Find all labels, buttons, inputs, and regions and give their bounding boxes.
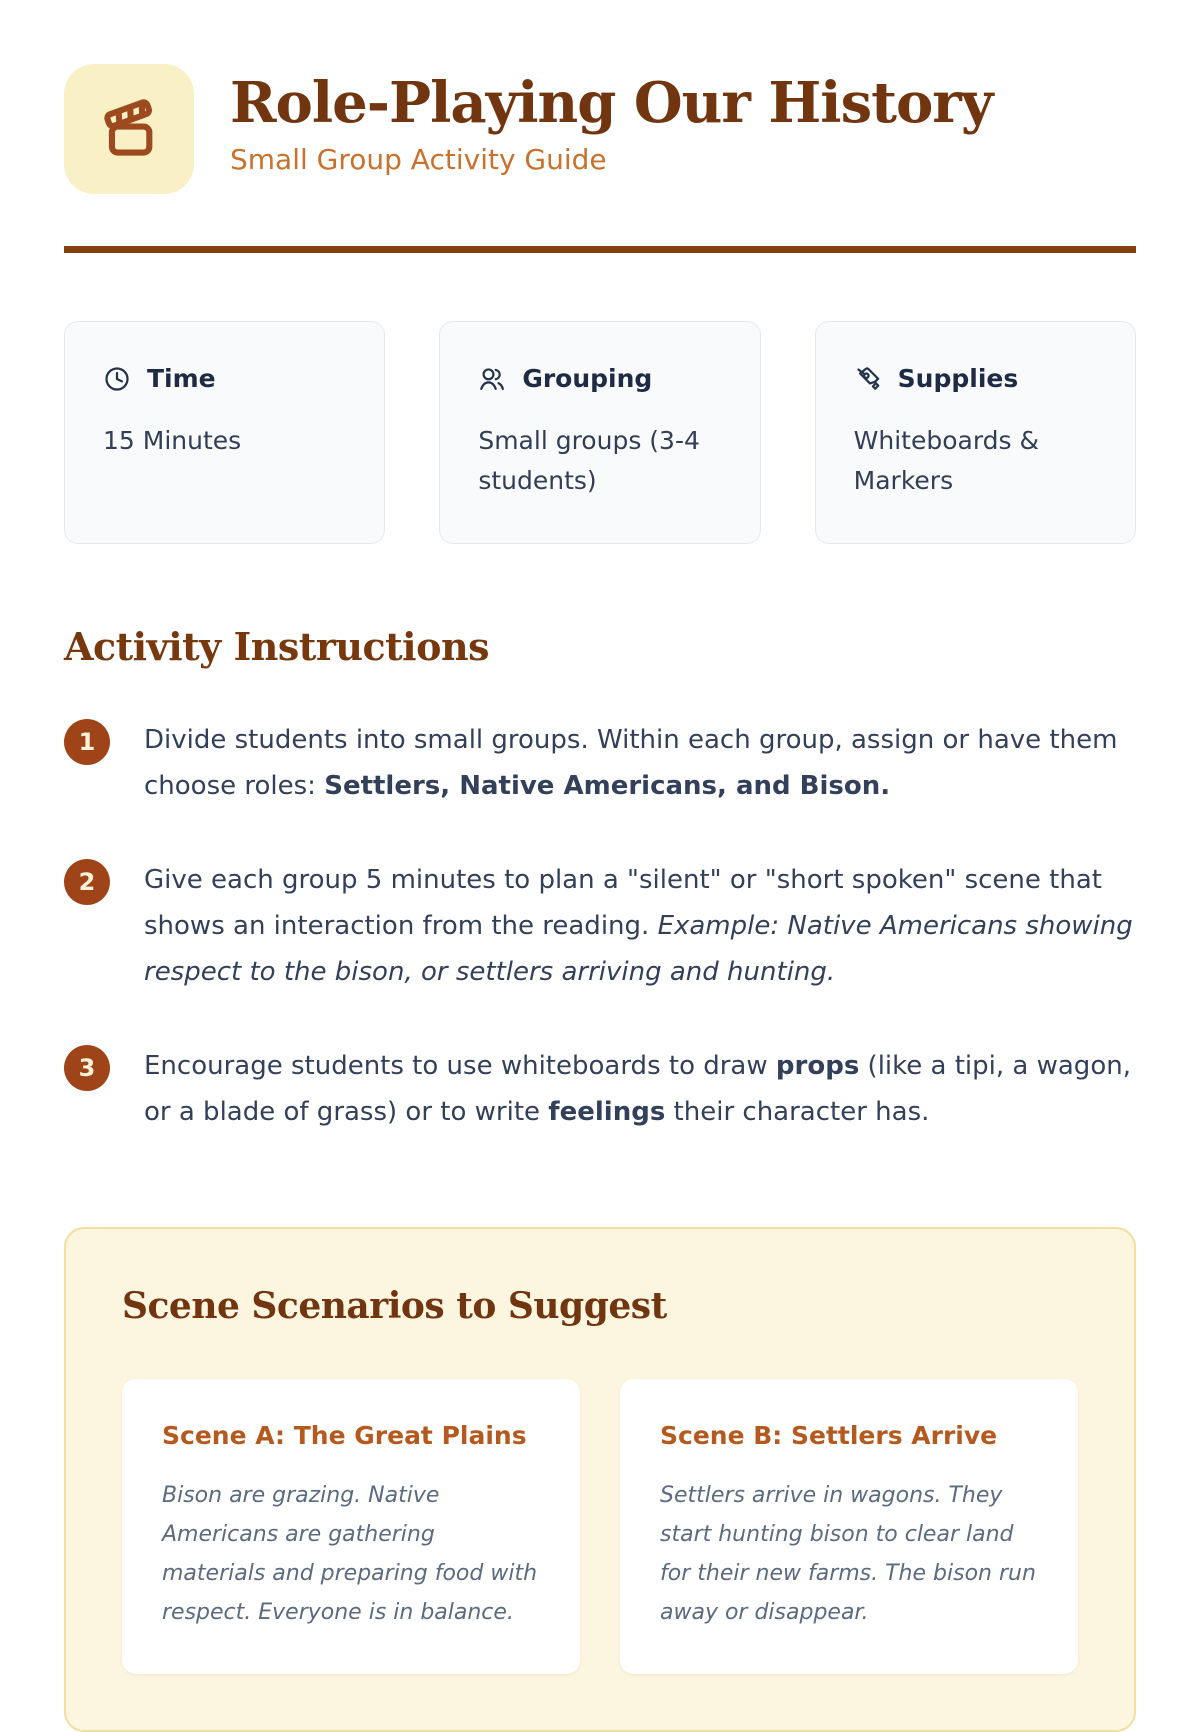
instructions-heading: Activity Instructions [64,624,489,669]
clock-icon [103,365,131,393]
page-title: Role-Playing Our History [230,70,993,136]
step-text-segment: their character has. [665,1097,930,1127]
step-text-segment-bold: Settlers, Native Americans, and Bison. [324,771,891,801]
info-card-value: Whiteboards & Markers [853,426,1040,495]
info-card-label: Grouping [522,364,653,393]
step-text-segment-bold: feelings [548,1097,666,1127]
step-text-segment: (like a tipi, a wagon, or a blade of grass) or to write [144,1051,1131,1127]
step-number-badge: 1 [64,719,110,765]
info-card-grouping [439,321,760,544]
header-divider [64,246,1136,253]
scene-card-body: Bison are grazing. Native Americans are gathering materials and preparing food with respect. Everyone is in balance. [162,1483,538,1625]
clapperboard-icon [64,64,194,194]
step-item-3 [64,1043,1136,1135]
pen-nib-icon [854,365,882,393]
info-card-row [64,321,1136,544]
scene-card-title: Scene A: The Great Plains [162,1421,527,1450]
scene-card-title: Scene B: Settlers Arrive [660,1421,998,1450]
page-subtitle: Small Group Activity Guide [230,142,607,176]
scenarios-panel [64,1227,1136,1732]
info-card-time [64,321,385,544]
scene-card-a [122,1379,580,1674]
step-number-badge: 3 [64,1045,110,1091]
users-icon [478,365,506,393]
info-card-label: Supplies [897,364,1019,393]
info-card-header [854,364,1097,393]
info-card-header [103,364,346,393]
step-number-badge: 2 [64,859,110,905]
scene-card-grid [122,1379,1078,1674]
step-text-segment: Give each group 5 minutes to plan a "silent" or "short spoken" scene that shows an interaction from the reading. [144,865,1102,941]
step-text [144,857,1136,995]
info-card-header [478,364,721,393]
scene-card-b [620,1379,1078,1674]
step-text-segment-bold: props [775,1051,860,1081]
scenarios-heading: Scene Scenarios to Suggest [122,1285,667,1327]
step-text [144,1043,1136,1135]
step-text-segment: Divide students into small groups. Within each group, assign or have them choose roles: [144,725,1118,801]
info-card-label: Time [147,364,216,393]
scene-card-body: Settlers arrive in wagons. They start hunting bison to clear land for their new farms. The bison run away or disappear. [660,1483,1036,1625]
step-item-2 [64,857,1136,995]
instructions-steps [64,717,1136,1135]
step-text-segment: Encourage students to use whiteboards to draw [144,1051,776,1081]
step-text [144,717,1136,809]
info-card-value: 15 Minutes [103,426,242,455]
info-card-value: Small groups (3-4 students) [478,426,700,495]
step-text-segment-italic: Example: Native Americans showing respect to the bison, or settlers arriving and hunting. [144,911,1133,987]
header [64,64,1136,194]
step-item-1 [64,717,1136,809]
info-card-supplies [815,321,1136,544]
header-text [230,64,992,176]
